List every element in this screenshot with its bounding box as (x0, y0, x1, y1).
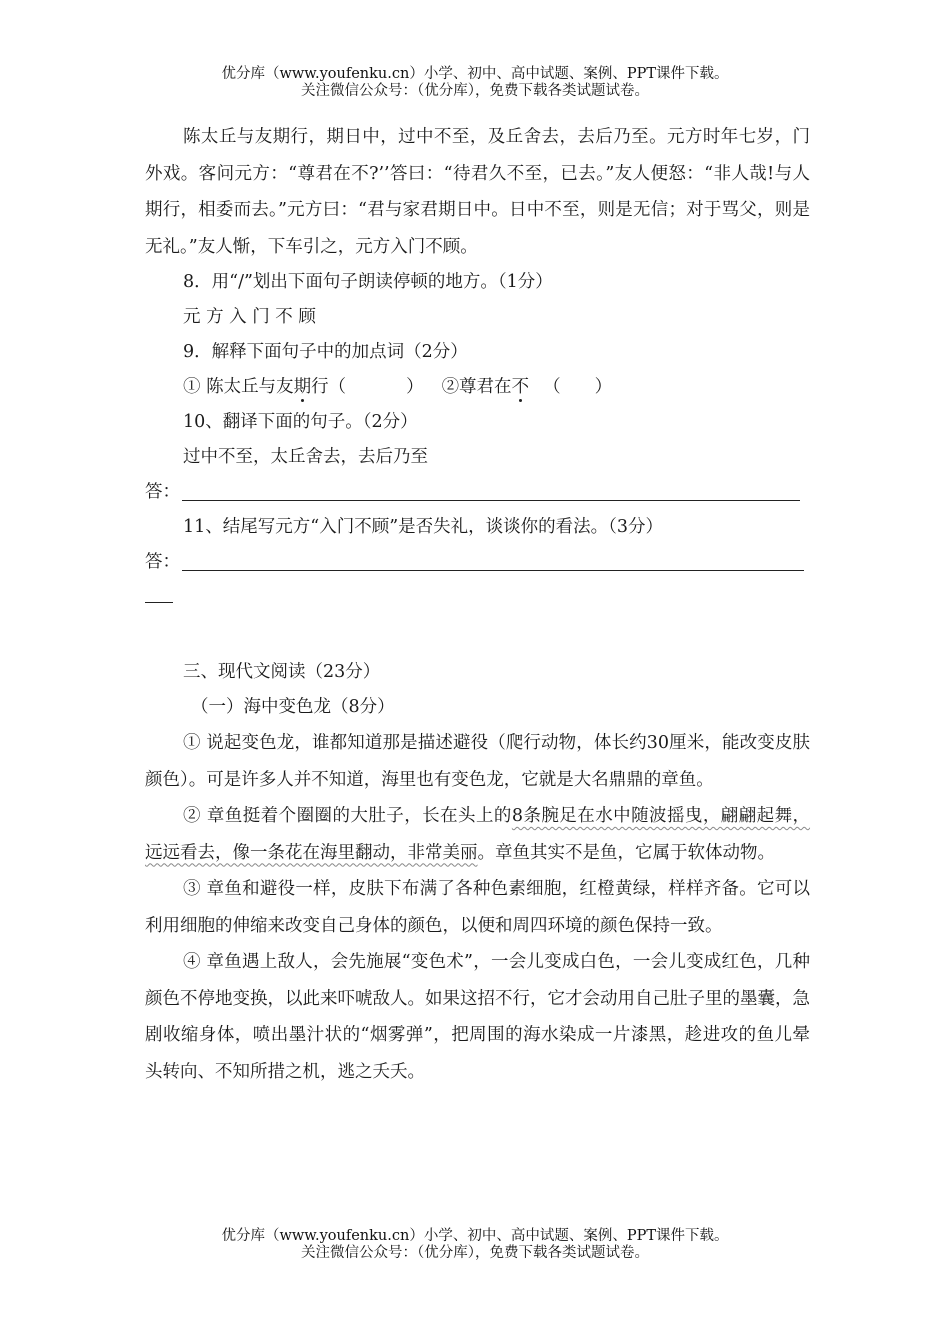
answer-label: 答： (145, 552, 180, 572)
q9-item2-close: ） (594, 377, 613, 397)
q9-item1-close: ） (406, 377, 424, 397)
q9-item1-open: 行（ (311, 377, 347, 397)
answer-rule (182, 500, 800, 501)
question-11-prompt: 11、结尾写元方“入门不顾”是否失礼，谈谈你的看法。（3分） (183, 517, 664, 537)
question-10-sentence: 过中不至，太丘舍去，去后乃至 (183, 447, 428, 467)
q9-item2-open: （ (543, 377, 561, 397)
question-9-items (145, 370, 810, 405)
question-8-sentence: 元 方 入 门 不 顾 (183, 307, 316, 327)
answer-label: 答： (145, 482, 180, 502)
answer-rule-continuation (145, 580, 173, 603)
page-header (0, 66, 950, 100)
q9-item1-text: ① 陈太丘与友 (183, 377, 294, 397)
paragraph-2 (145, 798, 810, 871)
paragraph-1: ① 说起变色龙，谁都知道那是描述避役（爬行动物，体长约30厘米，能改变皮肤颜色）。可是许多人并不知道，海里也有变色龙，它就是大名鼎鼎的章鱼。 (145, 733, 810, 790)
paragraph-2-text-a: ② 章鱼挺着个圈圈的大肚子，长在头上的 (183, 806, 512, 826)
q9-item2-dotted-word: 不 (511, 377, 530, 397)
paragraph-2-wavy-underlined: 8条腕足在水中随波摇曳，翩翩起舞，远远看去，像一条花在海里翻动，非常美丽 (145, 806, 811, 863)
footer-line-2: 关注微信公众号：（优分库），免费下载各类试题试卷。 (301, 1245, 649, 1261)
header-line-1: 优分库（www.youfenku.cn）小学、初中、高中试题、案例、PPT课件下载。 (221, 66, 729, 82)
header-line-2: 关注微信公众号：（优分库），免费下载各类试题试卷。 (301, 83, 649, 99)
question-10-answer-line[interactable] (145, 475, 810, 510)
document-body (145, 119, 810, 1090)
question-11-answer-line[interactable] (145, 545, 810, 580)
q9-item1-dotted-word: 期 (293, 377, 312, 397)
section-3-title: 三、现代文阅读（23分） (183, 662, 381, 682)
section-3-subtitle: （一）海中变色龙（8分） (191, 697, 395, 717)
question-10-prompt: 10、翻译下面的句子。（2分） (183, 412, 418, 432)
paragraph-4: ④ 章鱼遇上敌人，会先施展“变色术”，一会儿变成白色，一会儿变成红色，几种颜色不停地变换，以此来吓唬敌人。如果这招不行，它才会动用自己肚子里的墨囊，急剧收缩身体，喷出墨汁状的“烟雾弹”，把周围的海水染成一片漆黑，趁进攻的鱼儿晕头转向、不知所措之机，逃之夭夭。 (145, 952, 810, 1082)
question-8-prompt: 8．用“/”划出下面句子朗读停顿的地方。（1分） (183, 272, 553, 292)
paragraph-2-text-b: 。章鱼其实不是鱼，它属于软体动物。 (477, 842, 775, 863)
classical-passage: 陈太丘与友期行，期日中，过中不至，及丘舍去，去后乃至。元方时年七岁，门外戏。客问元方：“尊君在不?’’答曰：“待君久不至，已去。”友人便怒：“非人哉!与人期行，相委而去。”元方曰：“君与家君期日中。日中不至，则是无信；对于骂父，则是无礼。”友人惭，下车引之，元方入门不顾。 (145, 127, 810, 257)
answer-rule (182, 570, 804, 571)
q9-item2-text: ②尊君在 (441, 377, 512, 397)
footer-line-1: 优分库（www.youfenku.cn）小学、初中、高中试题、案例、PPT课件下载。 (221, 1228, 729, 1244)
paragraph-3: ③ 章鱼和避役一样，皮肤下布满了各种色素细胞，红橙黄绿，样样齐备。它可以利用细胞的伸缩来改变自己身体的颜色，以便和周四环境的颜色保持一致。 (145, 879, 810, 936)
question-9-prompt: 9．解释下面句子中的加点词（2分） (183, 342, 468, 362)
page-footer (0, 1228, 950, 1262)
